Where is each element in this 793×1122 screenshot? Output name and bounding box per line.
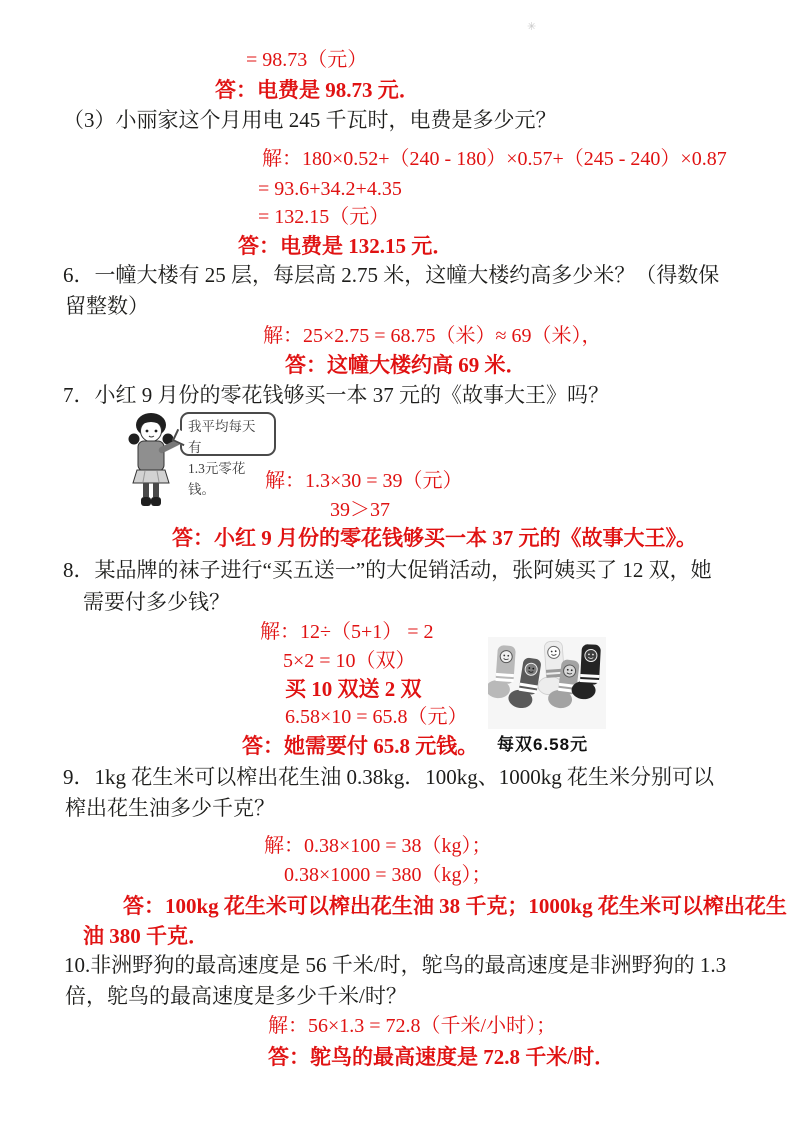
p8-answer: 答：她需要付 65.8 元钱。 [242, 734, 479, 758]
p10-question-line1: 10.非洲野狗的最高速度是 56 千米/时，鸵鸟的最高速度是非洲野狗的 1.3 [64, 953, 727, 977]
p8-solution-step4: 6.58×10 = 65.8（元） [285, 706, 468, 728]
p5-3-carry-answer: 答：电费是 98.73 元． [215, 78, 420, 102]
p10-solution: 解：56×1.3 = 72.8（千米/小时）； [268, 1015, 557, 1037]
p5-3-carry-result: = 98.73（元） [246, 49, 368, 71]
speech-bubble-line1: 我平均每天有 [188, 419, 256, 455]
p9-question-line2: 榨出花生油多少千克？ [65, 796, 275, 820]
p6-question-line1: 6．一幢大楼有 25 层，每层高 2.75 米，这幢大楼约高多少米？（得数保 [63, 263, 720, 287]
p6-solution: 解：25×2.75 = 68.75（米）≈ 69（米）， [263, 325, 602, 347]
girl-illustration [128, 410, 188, 510]
p6-question-line2: 留整数） [65, 294, 149, 318]
p10-question-line2: 倍，鸵鸟的最高速度是多少千米/时？ [65, 984, 407, 1008]
p5-3-step2: = 93.6+34.2+4.35 [258, 178, 402, 200]
p7-answer: 答：小红 9 月份的零花钱够买一本 37 元的《故事大王》。 [172, 526, 697, 550]
p8-solution-step3: 买 10 双送 2 双 [285, 677, 422, 701]
p10-answer: 答：鸵鸟的最高速度是 72.8 千米/时． [268, 1045, 616, 1069]
p5-3-question: （3）小丽家这个月用电 245 千瓦时，电费是多少元？ [63, 108, 557, 132]
p7-comparison: 39＞37 [330, 499, 390, 521]
speech-bubble [180, 412, 276, 497]
p8-question-line2: 需要付多少钱？ [83, 590, 230, 614]
speech-bubble-line2: 1.3元零花钱。 [188, 460, 246, 497]
p8-solution-step1: 解：12÷（5+1） = 2 [260, 621, 434, 643]
socks-photo [488, 637, 606, 729]
socks-price-caption: 每双6.58元 [497, 735, 589, 754]
p9-solution-step1: 解：0.38×100 = 38（kg）； [264, 835, 492, 857]
p5-3-step3: = 132.15（元） [258, 206, 390, 228]
p8-question-line1: 8．某品牌的袜子进行“买五送一”的大促销活动，张阿姨买了 12 双，她 [63, 558, 712, 582]
p8-solution-step2: 5×2 = 10（双） [283, 650, 416, 672]
p9-question-line1: 9．1kg 花生米可以榨出花生油 0.38kg．100kg、1000kg 花生米分别可以 [63, 765, 714, 789]
p9-answer-line1: 答：100kg 花生米可以榨出花生油 38 千克；1000kg 花生米可以榨出花生 [123, 894, 787, 918]
p7-question: 7．小红 9 月份的零花钱够买一本 37 元的《故事大王》吗？ [63, 383, 609, 407]
p9-solution-step2: 0.38×1000 = 380（kg）； [284, 864, 492, 886]
p5-3-solution: 解：180×0.52+（240 - 180）×0.57+（245 - 240）×0.87 [262, 148, 727, 170]
p5-3-answer: 答：电费是 132.15 元． [238, 234, 454, 258]
p6-answer: 答：这幢大楼约高 69 米． [285, 353, 527, 377]
p9-answer-line2: 油 380 千克． [83, 924, 209, 948]
scan-speck-artifact: ✳ [527, 21, 537, 33]
p7-solution: 解：1.3×30 = 39（元） [265, 470, 463, 492]
